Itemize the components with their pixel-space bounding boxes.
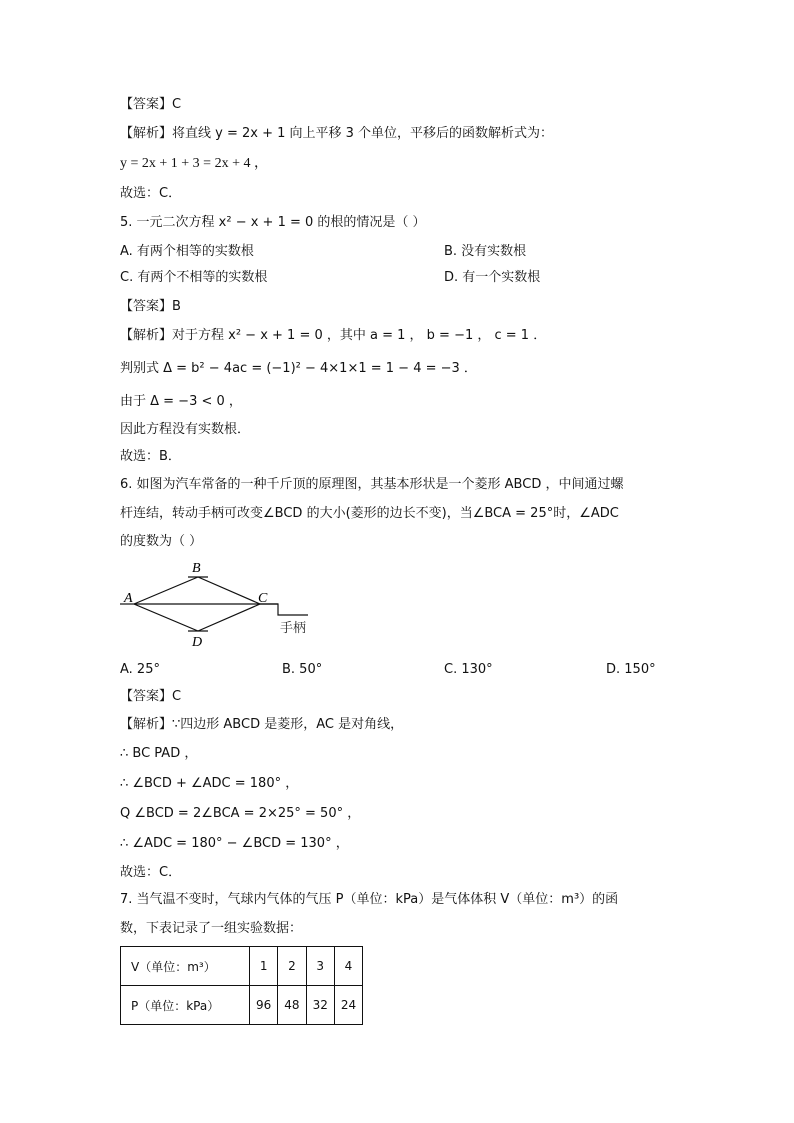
table-cell: 24 [334,986,362,1025]
table-cell: 1 [250,947,278,986]
answer-label: 【答案】C [120,97,182,112]
q5-option-c: C. 有两个不相等的实数根 [120,270,268,285]
label-b: B [192,561,201,576]
choice-line: 故选：C． [120,186,182,201]
label-a: A [124,591,133,606]
experiment-data-table [120,946,363,1025]
label-handle: 手柄 [280,621,307,636]
rhombus-jack-figure [118,557,318,652]
analysis-text: ∴ ∠BCD + ∠ADC = 180° ， [120,776,299,791]
question-5: 5. 一元二次方程 x² − x + 1 = 0 的根的情况是（ ） [120,215,426,230]
analysis-text: ∴ ∠ADC = 180° − ∠BCD = 130° ， [120,836,349,851]
q6-option-a: A. 25° [120,662,160,677]
q6-option-b: B. 50° [282,662,323,677]
table-cell: 4 [334,947,362,986]
analysis-text: 【解析】∵四边形 ABCD 是菱形，AC 是对角线， [120,717,404,732]
equation-line: y = 2x + 1 + 3 = 2x + 4 ， [120,156,268,171]
label-c: C [258,591,268,606]
analysis-text: 【解析】将直线 y = 2x + 1 向上平移 3 个单位，平移后的函数解析式为： [120,126,554,141]
label-d: D [192,635,203,650]
q6-option-d: D. 150° [606,662,656,677]
question-6-cont: 杆连结，转动手柄可改变∠BCD 的大小(菱形的边长不变)，当∠BCA = 25°时，∠ADC [120,506,619,521]
choice-line: 故选：B． [120,449,181,464]
table-cell: 2 [278,947,306,986]
analysis-text: 由于 Δ = −3 < 0 ， [120,394,242,409]
table-cell: 48 [278,986,306,1025]
table-cell-header: V（单位：m³） [121,947,250,986]
question-7: 7. 当气温不变时，气球内气体的气压 P（单位：kPa）是气体体积 V（单位：m³）的函 [120,892,619,907]
table-cell: 96 [250,986,278,1025]
q5-option-b: B. 没有实数根 [444,244,527,259]
analysis-text: 因此方程没有实数根． [120,422,251,437]
analysis-text: ∴ BC PAD ， [120,746,198,761]
answer-label: 【答案】B [120,299,181,314]
analysis-text: Q ∠BCD = 2∠BCA = 2×25° = 50° ， [120,806,361,821]
answer-label: 【答案】C [120,689,182,704]
question-6-cont: 的度数为（ ） [120,534,203,549]
table-cell-header: P（单位：kPa） [121,986,250,1025]
analysis-text: 【解析】对于方程 x² − x + 1 = 0 ，其中 a = 1 ， b = −1 ， c = 1 ． [120,328,547,343]
table-row [121,986,363,1025]
q6-option-c: C. 130° [444,662,493,677]
q5-option-d: D. 有一个实数根 [444,270,541,285]
q5-option-a: A. 有两个相等的实数根 [120,244,254,259]
discriminant-line: 判别式 Δ = b² − 4ac = (−1)² − 4×1×1 = 1 − 4 = −3 ． [120,361,477,376]
table-cell: 32 [306,986,334,1025]
table-row [121,947,363,986]
choice-line: 故选：C． [120,865,182,880]
question-7-cont: 数，下表记录了一组实验数据： [120,921,303,936]
table-cell: 3 [306,947,334,986]
question-6: 6. 如图为汽车常备的一种千斤顶的原理图，其基本形状是一个菱形 ABCD ，中间通过螺 [120,477,624,492]
